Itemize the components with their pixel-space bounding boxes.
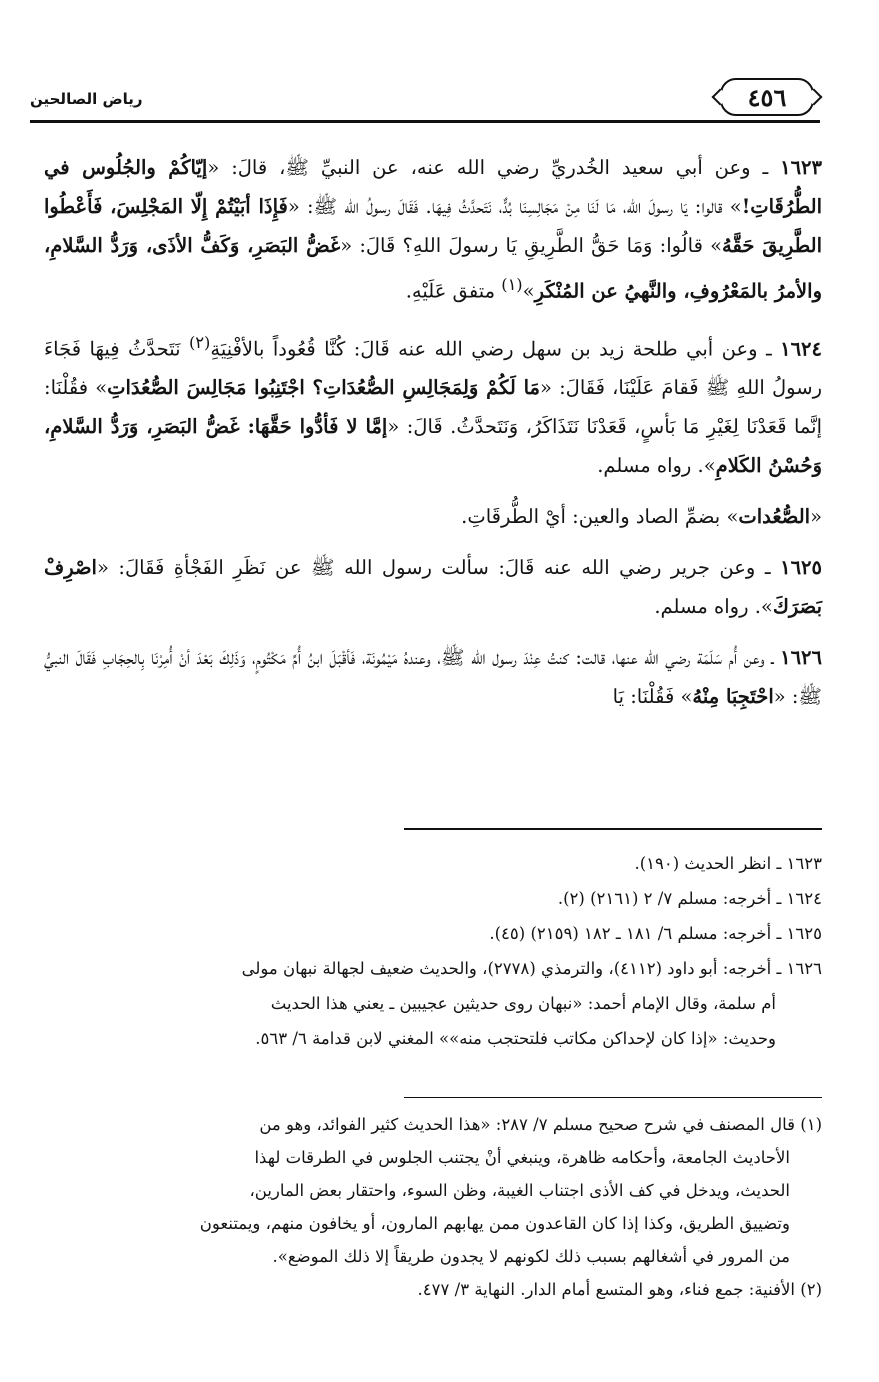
narration-text: » فَقُلْنَا: يَا (612, 685, 693, 708)
narration-text: » (522, 279, 535, 303)
narration-text: ». رواه مسلم. (597, 454, 716, 477)
takhrij-1626 (44, 951, 822, 1056)
footnote-separator (404, 1097, 822, 1098)
takhrij-separator (404, 828, 822, 830)
hadith-number: ١٦٢٣ (780, 156, 823, 179)
text-line: (١) قال المصنف في شرح صحيح مسلم ٧/ ٢٨٧: «هذا الحديث كثير الفوائد، وهو من (259, 1115, 822, 1134)
text-line: الأحاديث الجامعة، وأحكامه ظاهرة، وينبغي أنْ يجتنب الجلوس في الطرقات لهذا (254, 1148, 790, 1167)
footnote-1 (44, 1108, 822, 1273)
text-line: وحديث: «إذا كان لإحداكن مكاتب فلتحتجب منه»» المغني لابن قدامة ٦/ ٥٦٣. (255, 1029, 776, 1048)
narration-text: ـ وعن أبي طلحة زيد بن سهل رضي الله عنه قَالَ: كُنَّا قُعُوداً بالأفْنِيَةِ (210, 337, 781, 360)
prophetic-quote: اصْرِفْ بَصَرَكَ (44, 556, 822, 618)
hadith-number: ١٦٢٥ (780, 556, 822, 579)
narration-text: ». رواه مسلم. (654, 595, 773, 618)
hadith-1626 (44, 638, 822, 716)
text-line: (٢) الأفنية: جمع فناء، وهو المتسع أمام الدار. النهاية ٣/ ٤٧٧. (417, 1280, 822, 1299)
prophetic-quote: إيّاكُمْ والجُلُوس في الطُّرُقَاتِ! (44, 156, 822, 218)
narration-text: « (810, 505, 822, 528)
text-line: أم سلمة، وقال الإمام أحمد: «نبهان روى حديثين عجيبين ـ يعني هذا الحديث (270, 994, 776, 1013)
takhrij-1624 (44, 881, 822, 916)
narration-text: نَتَحدَّثُ فِيهَا فَجَاءَ رسولُ اللهِ ﷺ فَقامَ عَلَيْنَا، فَقَالَ: « (44, 337, 822, 399)
text-line: ١٦٢٤ ـ أخرجه: مسلم ٧/ ٢ (٢١٦١) (٢). (557, 889, 822, 908)
hadith-1624 (44, 323, 822, 486)
prophetic-quote: احْتَجِبَا مِنْهُ (692, 685, 774, 708)
hadith-number: ١٦٢٦ (780, 646, 822, 669)
page-header (30, 68, 820, 126)
text-line: ١٦٢٦ ـ أخرجه: أبو داود (٤١١٢)، والترمذي (٢٧٧٨)، والحديث ضعيف لجهالة نبهان مولى (241, 959, 822, 978)
text-line: من المرور في أشغالهم بسبب ذلك لكونهم لا يجدون طريقاً إلا ذلك الموضع». (272, 1247, 790, 1266)
footnotes-section (44, 1108, 822, 1306)
narration-text: » فقُلْنَا: إنَّما قَعَدْنَا لِغَيْرِ مَا بَأسٍ، قَعَدْنَا نَتَذَاكَرُ، وَنَتَحدَّثُ. قَالَ: « (44, 376, 822, 438)
hadith-1625 (44, 548, 822, 626)
footnote-ref: (٢) (188, 332, 211, 352)
su3udat-explanation (44, 497, 822, 536)
takhrij-1623 (44, 846, 822, 881)
narration-text: » قالوا: يَا رسولَ الله، مَا لَنَا مِنْ مَجَالِسِنَا بُدٌّ، نَتَحدَّثُ فِيهَا. فَقَالَ رسولُ الله ﷺ: « (287, 195, 742, 218)
prophetic-quote: غَضُّ البَصَرِ، وَكَفُّ الأذَى، وَرَدُّ السَّلامِ، والأمرُ بالمَعْرُوفِ، والنَّهيُ عن المُنْكَرِ (44, 234, 822, 303)
narration-text: ـ وعن أبي سعيد الخُدريِّ رضي الله عنه، عن النبيِّ ﷺ، قالَ: « (207, 156, 781, 179)
narration-text: » قالُوا: وَمَا حَقُّ الطَّرِيقِ يَا رسولَ اللهِ؟ قَالَ: « (340, 234, 723, 257)
narration-text: » بضمِّ الصاد والعين: أيْ الطُّرقَاتِ. (461, 505, 739, 528)
footnote-ref: (١) (501, 275, 523, 294)
text-line: وتضييق الطريق، وكذا إذا كان القاعدون ممن يهابهم المارون، أو يخافون منهم، ويمتنعون (199, 1214, 790, 1233)
hadith-1623 (44, 148, 822, 311)
text-line: الحديث، ويدخل في كف الأذى اجتناب الغيبة، وظن السوء، واحتقار بعض المارين، (249, 1181, 790, 1200)
footnote-2 (44, 1273, 822, 1306)
header-rule (30, 120, 820, 123)
narration-text: ـ وعن أُم سَلَمَة رضي الله عنها، قالت: كنتُ عِنْدَ رسول الله ﷺ، وعندهُ مَيْمُونَة، فَأقْبَلَ ابنُ أُمِّ مَكْتُومٍ، وَذَلِكَ بَعْدَ أنْ أُمِرْنَا بِالحِجَابِ فَقَالَ النبيُّ ﷺ: « (44, 646, 822, 708)
takhrij-1625 (44, 916, 822, 951)
prophetic-quote: فَإِذَا أبَيْتُمْ إِلّا المَجْلِسَ، فَأَعْطُوا الطَّرِيقَ حَقَّهُ (44, 195, 822, 257)
text-line: ١٦٢٣ ـ انظر الحديث (١٩٠). (634, 854, 822, 873)
prophetic-quote: الصُّعُدات (738, 505, 811, 528)
main-text (44, 148, 822, 728)
narration-text: متفق عَلَيْهِ. (405, 279, 502, 303)
narration-text: ـ وعن جرير رضي الله عنه قَالَ: سألت رسول الله ﷺ عن نَظَرِ الفَجْأةِ فَقَالَ: « (96, 556, 781, 579)
running-book-title: رياض الصالحين (30, 90, 143, 108)
text-line: ١٦٢٥ ـ أخرجه: مسلم ٦/ ١٨١ ـ ١٨٢ (٢١٥٩) (٤٥). (489, 924, 822, 943)
prophetic-quote: إمَّا لا فَأدُّوا حَقَّهَا: غَضُّ البَصَرِ، وَرَدُّ السَّلامِ، وَحُسْنُ الكَلامِ (44, 415, 822, 477)
prophetic-quote: مَا لَكُمْ وَلِمَجَالِسِ الصُّعُدَاتِ؟ اجْتَنِبُوا مَجَالِسَ الصُّعُدَاتِ (107, 376, 540, 399)
page-number: ٤٥٦ (720, 78, 814, 116)
takhrij-section (44, 846, 822, 1056)
hadith-number: ١٦٢٤ (780, 337, 823, 360)
